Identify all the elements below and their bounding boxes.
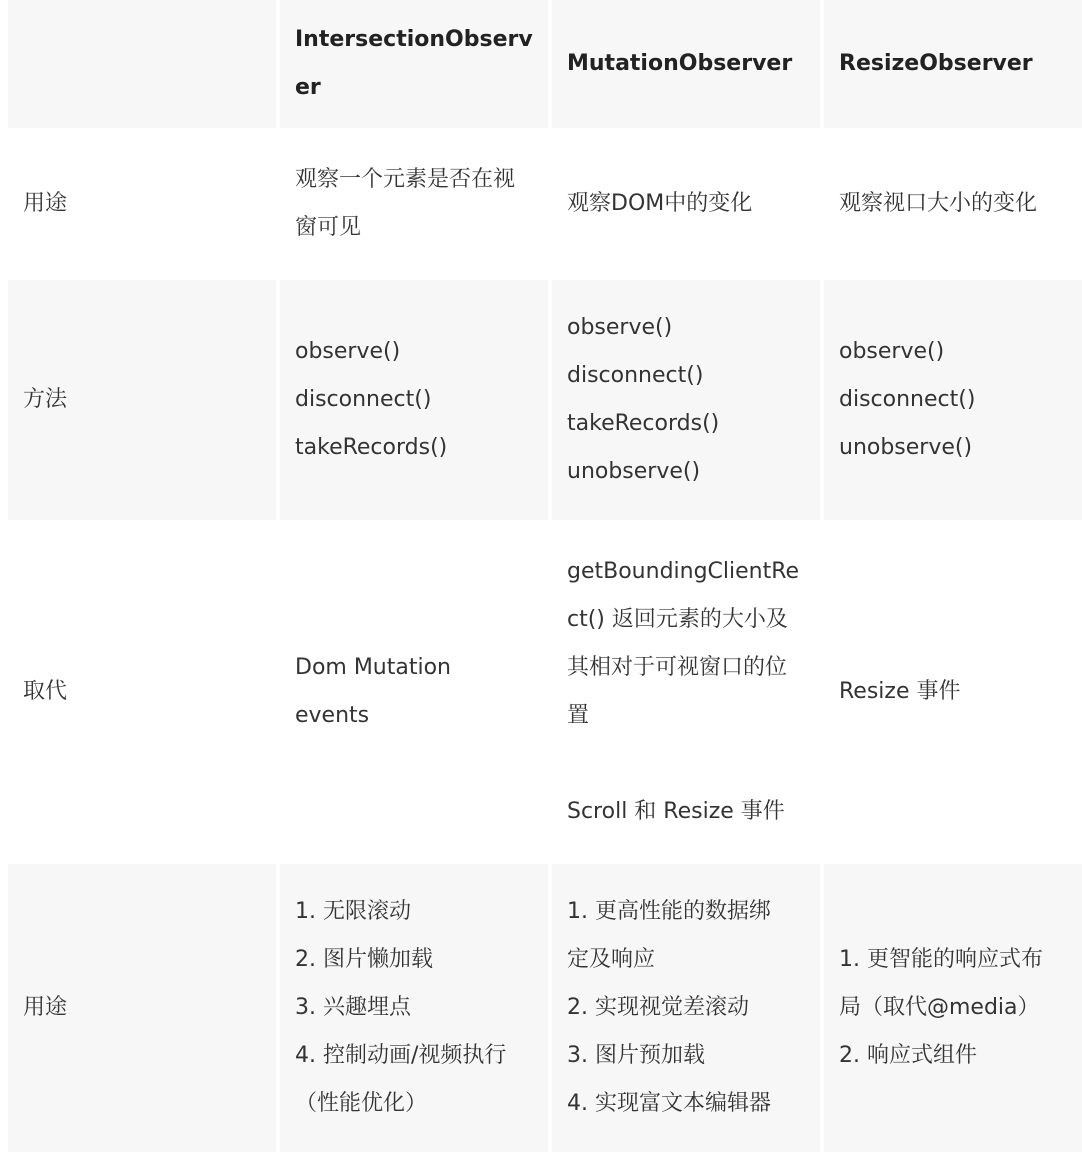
- cell-line: 1. 更智能的响应式布: [839, 947, 1043, 972]
- cell-line: observe(): [567, 315, 673, 340]
- cell-line: 观察视口大小的变化: [839, 191, 1038, 216]
- table-cell: [552, 280, 820, 520]
- cell-line: observe(): [839, 339, 945, 364]
- cell-line: 4. 实现富文本编辑器: [567, 1091, 771, 1116]
- cell-line: disconnect(): [295, 387, 432, 412]
- header-corner-cell: [8, 0, 276, 128]
- table-cell: [552, 132, 820, 276]
- cell-line: 局（取代@media）: [839, 995, 1040, 1020]
- header-intersection-observer: [280, 0, 548, 128]
- cell-line: disconnect(): [839, 387, 976, 412]
- cell-line: takeRecords(): [295, 435, 448, 460]
- row-label-replaces: [8, 524, 276, 860]
- blank-line: [567, 740, 820, 788]
- cell-line: Scroll 和 Resize 事件: [567, 799, 785, 824]
- header-text: MutationObserver: [567, 51, 793, 76]
- cell-line: （性能优化）: [295, 1091, 428, 1116]
- cell-line: 3. 兴趣埋点: [295, 995, 411, 1020]
- cell-line: Dom Mutation: [295, 655, 451, 680]
- table-cell: [280, 524, 548, 860]
- row-label: 方法: [23, 387, 68, 412]
- cell-line: 其相对于可视窗口的位: [567, 655, 788, 680]
- cell-line: 置: [567, 703, 590, 728]
- cell-line: observe(): [295, 339, 401, 364]
- table-cell: [552, 864, 820, 1152]
- row-label-use-cases: [8, 864, 276, 1152]
- cell-line: 观察DOM中的变化: [567, 191, 753, 216]
- cell-line: 定及响应: [567, 947, 656, 972]
- table-cell: [280, 280, 548, 520]
- header-text: er: [295, 75, 321, 100]
- cell-line: events: [295, 703, 370, 728]
- cell-line: 3. 图片预加载: [567, 1043, 705, 1068]
- header-text: ResizeObserver: [839, 51, 1033, 76]
- cell-line: unobserve(): [567, 459, 701, 484]
- cell-line: 1. 更高性能的数据绑: [567, 899, 771, 924]
- cell-line: 2. 响应式组件: [839, 1043, 977, 1068]
- row-label: 取代: [23, 679, 68, 704]
- row-label-methods: [8, 280, 276, 520]
- cell-line: unobserve(): [839, 435, 973, 460]
- table-cell: [552, 524, 820, 860]
- cell-line: takeRecords(): [567, 411, 720, 436]
- cell-line: disconnect(): [567, 363, 704, 388]
- cell-line: 4. 控制动画/视频执行: [295, 1043, 507, 1068]
- cell-line: Resize 事件: [839, 679, 961, 704]
- table-cell: [824, 864, 1082, 1152]
- cell-line: 1. 无限滚动: [295, 899, 411, 924]
- cell-line: ct() 返回元素的大小及: [567, 607, 788, 632]
- cell-line: getBoundingClientRe: [567, 559, 800, 584]
- cell-line: 2. 图片懒加载: [295, 947, 433, 972]
- header-text: IntersectionObserv: [295, 27, 533, 52]
- header-resize-observer: [824, 0, 1082, 128]
- row-label-purpose: [8, 132, 276, 276]
- row-label: 用途: [23, 995, 68, 1020]
- table-cell: [824, 132, 1082, 276]
- cell-line: 窗可见: [295, 215, 362, 240]
- table-cell: [280, 864, 548, 1152]
- table-cell: [280, 132, 548, 276]
- header-mutation-observer: [552, 0, 820, 128]
- cell-line: 2. 实现视觉差滚动: [567, 995, 749, 1020]
- table-cell: [824, 524, 1082, 860]
- table-cell: [824, 280, 1082, 520]
- cell-line: 观察一个元素是否在视: [295, 167, 516, 192]
- row-label: 用途: [23, 191, 68, 216]
